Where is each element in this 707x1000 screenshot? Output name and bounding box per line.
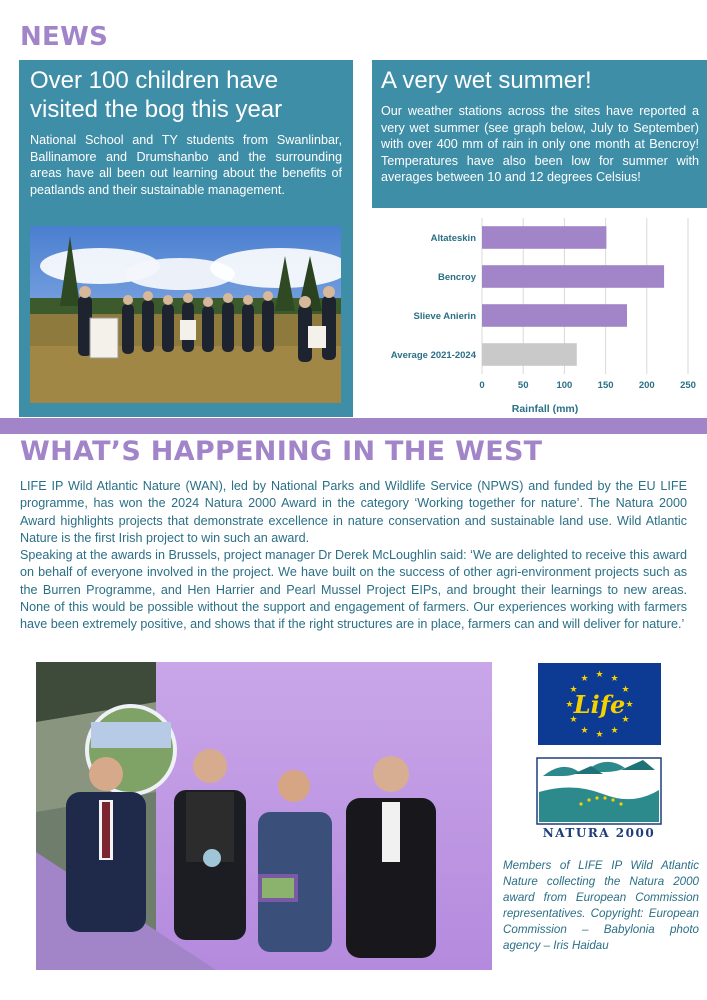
eu-star-icon: ★: [595, 669, 604, 679]
eu-star-icon: ★: [621, 714, 630, 724]
eu-star-icon: ★: [569, 684, 578, 694]
eu-star-icon: ★: [569, 714, 578, 724]
wet-summer-title: A very wet summer!: [381, 67, 592, 94]
eu-star-icon: ★: [610, 725, 619, 735]
chart-x-tick-label: 150: [597, 380, 614, 391]
chart-x-tick-label: 50: [517, 380, 529, 391]
chart-category-label: Bencroy: [437, 272, 476, 283]
eu-star-icon: ★: [565, 699, 574, 709]
eu-star-icon: ★: [580, 673, 589, 683]
children-news-body: National School and TY students from Swanlinbar, Ballinamore and Drumshanbo and the surrounding areas have all been out learning about the benefits of peatlands and their sustainable management.: [30, 133, 342, 197]
children-news-panel: [19, 60, 353, 417]
wet-summer-panel: [372, 60, 707, 417]
rainfall-chart-svg: [372, 208, 707, 417]
photo-caption: Members of LIFE IP Wild Atlantic Nature collecting the Natura 2000 award from European Commission representatives. Copyright: European Commission – Babylonia photo agency – Iris Haidau: [503, 859, 699, 952]
section-divider: [0, 418, 707, 434]
wet-summer-body: Our weather stations across the sites have reported a very wet summer (see graph below, July to September) with over 400 mm of rain in only one month at Bencroy! Temperatures have also been low for summer with averages between 10 and 12 degrees Celsius!: [381, 104, 699, 185]
chart-category-label: Average 2021-2024: [390, 350, 476, 361]
award-article: [20, 478, 687, 634]
chart-bar: [482, 304, 627, 327]
eu-star-icon: ★: [595, 729, 604, 739]
natura-2000-label: NATURA 2000: [542, 826, 656, 840]
life-eu-logo: [538, 663, 661, 745]
chart-bar: [482, 226, 606, 249]
chart-x-tick-label: 0: [479, 380, 485, 391]
eu-star-icon: ★: [580, 725, 589, 735]
chart-x-tick-label: 200: [638, 380, 655, 391]
students-on-bog-photo: [30, 226, 341, 403]
news-heading: NEWS: [20, 22, 109, 52]
svg-text:Life: Life: [573, 690, 626, 719]
eu-star-icon: ★: [621, 684, 630, 694]
chart-category-label: Altateskin: [430, 233, 476, 244]
chart-x-tick-label: 100: [556, 380, 573, 391]
rainfall-chart: [372, 208, 707, 417]
award-paragraph-2: Speaking at the awards in Brussels, project manager Dr Derek McLoughlin said: ‘We are delighted to receive this award on behalf of everyone involved in the project. We have built on the success of other agri-environment projects such as the Burren Programme, and Hen Harrier and Pearl Mussel Project EIPs, and brought their learnings to new areas. None of this would be possible without the support and engagement of farmers. Our experiences working with farmers have been extremely positive, and shows that if the right structures are in place, farmers can and will deliver for nature.’: [20, 548, 687, 632]
west-heading: WHAT’S HAPPENING IN THE WEST: [20, 436, 543, 467]
chart-bar: [482, 343, 577, 366]
chart-x-axis-label: Rainfall (mm): [511, 403, 579, 415]
chart-x-tick-label: 250: [680, 380, 696, 391]
children-news-title: Over 100 children have visited the bog this year: [30, 67, 283, 123]
eu-star-icon: ★: [625, 699, 634, 709]
award-ceremony-photo: [36, 662, 492, 970]
award-paragraph-1: LIFE IP Wild Atlantic Nature (WAN), led by National Parks and Wildlife Service (NPWS) and funded by the EU LIFE programme, has won the 2024 Natura 2000 Award in the category ‘Working together for nature’. The Natura 2000 Award highlights projects that demonstrate excellence in nature conservation and sustainable land use. Wild Atlantic Nature is the first Irish project to win such an award.: [20, 479, 687, 545]
chart-bar: [482, 265, 664, 288]
chart-category-label: Slieve Anierin: [413, 311, 476, 322]
eu-star-icon: ★: [610, 673, 619, 683]
